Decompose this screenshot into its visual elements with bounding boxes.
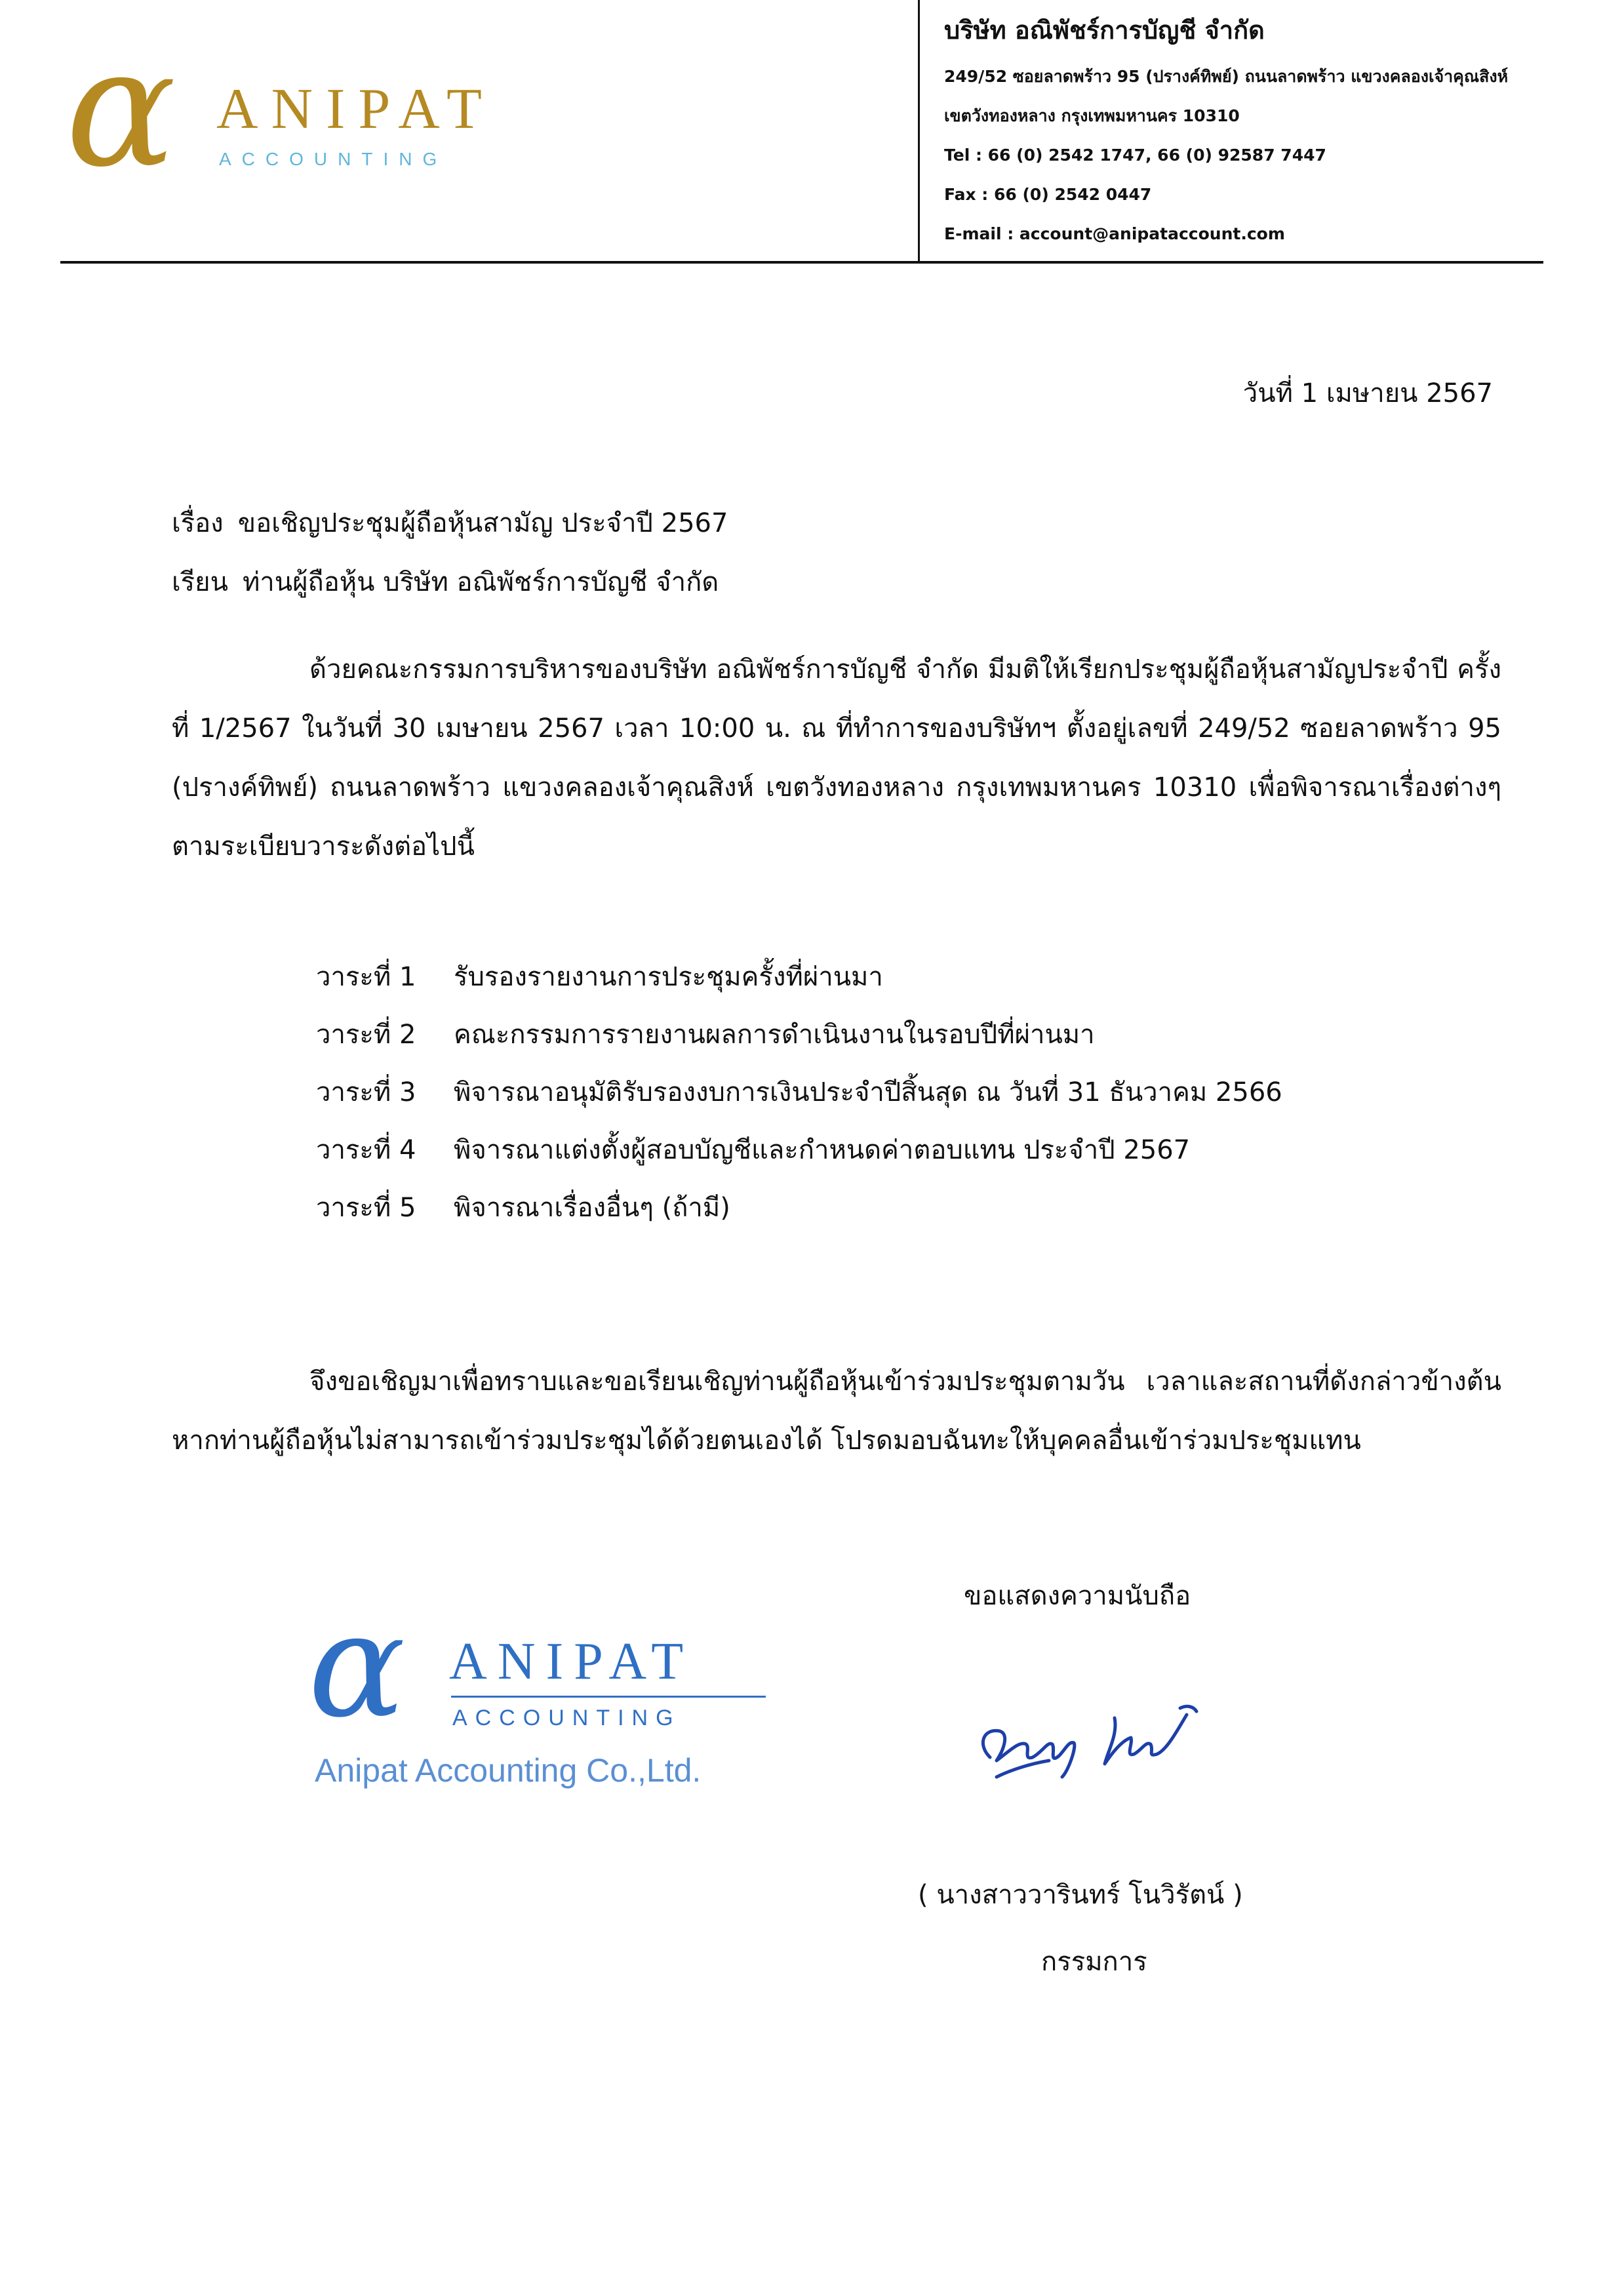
stamp-sub-text: ACCOUNTING bbox=[452, 1706, 681, 1730]
letter-date: วันที่ 1 เมษายน 2567 bbox=[1242, 378, 1493, 409]
recipient-line bbox=[172, 563, 719, 602]
agenda-number: วาระที่ 3 bbox=[316, 1077, 416, 1108]
recipient-label: เรียน bbox=[172, 567, 228, 597]
agenda-item bbox=[316, 1130, 1282, 1188]
company-stamp bbox=[308, 1582, 780, 1810]
agenda-item bbox=[316, 1015, 1282, 1073]
paragraph-invitation bbox=[172, 640, 1501, 876]
agenda-item bbox=[316, 1073, 1282, 1130]
agenda-number: วาระที่ 2 bbox=[316, 1020, 416, 1050]
recipient-text: ท่านผู้ถือหุ้น บริษัท อณิพัชร์การบัญชี จำกัด bbox=[242, 567, 719, 597]
subject-line bbox=[172, 504, 728, 543]
agenda-text: พิจารณาแต่งตั้งผู้สอบบัญชีและกำหนดค่าตอบแทน ประจำปี 2567 bbox=[454, 1135, 1191, 1165]
company-info bbox=[944, 12, 1600, 264]
stamp-brand-text: ANIPAT bbox=[449, 1633, 694, 1690]
company-logo bbox=[66, 12, 495, 203]
stamp-divider bbox=[451, 1696, 766, 1698]
address-line-2: เขตวังทองหลาง กรุงเทพมหานคร 10310 bbox=[944, 106, 1240, 125]
paragraph-invitation-text: ด้วยคณะกรรมการบริหารของบริษัท อณิพัชร์การบัญชี จำกัด มีมติให้เรียกประชุมผู้ถือหุ้นสามัญประจำปี ครั้งที่ 1/2567 ในวันที่ 30 เมษายน 2567 เวลา 10:00 น. ณ ที่ทำการของบริษัทฯ ตั้งอยู่เลขที่ 249/52 ซอยลาดพร้าว 95 (ปรางค์ทิพย์) ถนนลาดพร้าว แขวงคลองเจ้าคุณสิงห์ เขตวังทองหลาง กรุงเทพมหานคร 10310 เพื่อพิจารณาเรื่องต่างๆ ตามระเบียบวาระดังต่อไปนี้ bbox=[172, 654, 1501, 862]
agenda-number: วาระที่ 1 bbox=[316, 962, 416, 992]
stamp-alpha-icon: α bbox=[308, 1582, 406, 1749]
logo-brand-text: ANIPAT bbox=[216, 77, 495, 141]
paragraph-closing-request-text: จึงขอเชิญมาเพื่อทราบและขอเรียนเชิญท่านผู้ถือหุ้นเข้าร่วมประชุมตามวัน เวลาและสถานที่ดังกล่าวข้างต้น หากท่านผู้ถือหุ้นไม่สามารถเข้าร่วมประชุมได้ด้วยตนเองได้ โปรดมอบฉันทะให้บุคคลอื่นเข้าร่วมประชุมแทน bbox=[172, 1367, 1501, 1456]
agenda-number: วาระที่ 5 bbox=[316, 1193, 416, 1223]
signer-position: กรรมการ bbox=[1041, 1947, 1147, 1977]
agenda-text: พิจารณาเรื่องอื่นๆ (ถ้ามี) bbox=[454, 1193, 730, 1223]
email: E-mail : account@anipataccount.com bbox=[944, 224, 1285, 243]
signer-name: ( นางสาววารินทร์ โนวิรัตน์ ) bbox=[918, 1880, 1243, 1910]
agenda-item bbox=[316, 1188, 1282, 1246]
agenda-text: คณะกรรมการรายงานผลการดำเนินงานในรอบปีที่ผ่านมา bbox=[454, 1020, 1095, 1050]
handwritten-signature-icon bbox=[970, 1679, 1219, 1797]
address-line-1: 249/52 ซอยลาดพร้าว 95 (ปรางค์ทิพย์) ถนนลาดพร้าว แขวงคลองเจ้าคุณสิงห์ bbox=[944, 67, 1509, 86]
company-name: บริษัท อณิพัชร์การบัญชี จำกัด bbox=[944, 16, 1265, 45]
agenda-text: รับรองรายงานการประชุมครั้งที่ผ่านมา bbox=[454, 962, 883, 992]
header-vertical-divider bbox=[918, 0, 920, 264]
agenda-text: พิจารณาอนุมัติรับรองงบการเงินประจำปีสิ้นสุด ณ วันที่ 31 ธันวาคม 2566 bbox=[454, 1077, 1282, 1108]
stamp-company-name: Anipat Accounting Co.,Ltd. bbox=[315, 1752, 702, 1789]
logo-sub-text: ACCOUNTING bbox=[219, 149, 448, 169]
closing-salutation: ขอแสดงความนับถือ bbox=[964, 1581, 1191, 1611]
alpha-logo-icon: α bbox=[66, 12, 176, 203]
agenda-list bbox=[316, 957, 1282, 1246]
fax: Fax : 66 (0) 2542 0447 bbox=[944, 185, 1152, 204]
telephone: Tel : 66 (0) 2542 1747, 66 (0) 92587 7447 bbox=[944, 146, 1326, 165]
subject-label: เรื่อง bbox=[172, 508, 224, 538]
subject-text: ขอเชิญประชุมผู้ถือหุ้นสามัญ ประจำปี 2567 bbox=[237, 508, 728, 538]
paragraph-closing-request bbox=[172, 1352, 1501, 1470]
agenda-item bbox=[316, 957, 1282, 1015]
agenda-number: วาระที่ 4 bbox=[316, 1135, 416, 1165]
